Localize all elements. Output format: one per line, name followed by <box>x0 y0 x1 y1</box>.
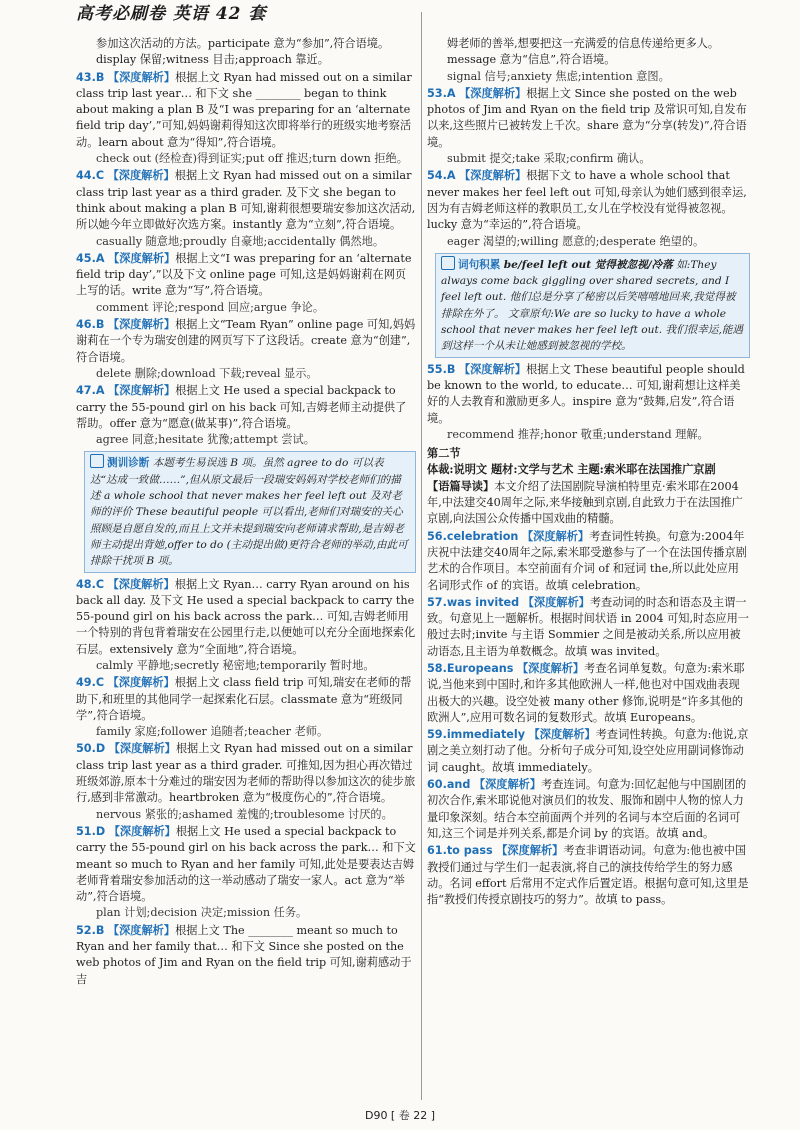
analysis-text: 根据上文“Team Ryan” online page 可知,妈妈谢莉在一个专为瑞安创建的网页写下了这段话。create 意为“创建”,符合语境。 <box>76 318 416 364</box>
passage-meta: 体裁:说明文 题材:文学与艺术 主题:索米耶在法国推广京剧 <box>427 462 716 477</box>
analysis-tag: 【深度解析】 <box>521 528 590 543</box>
analysis-tag: 【深度解析】 <box>522 594 590 609</box>
question-number: 53. <box>427 86 447 100</box>
analysis-tag: 【深度解析】 <box>108 823 176 838</box>
analysis-text: 考查动词的时态和语态及主谓一致。句意见上一题解析。根据时间状语 in 2004 可知,时态应用一般过去时;invite 与主语 Sommier 之间是被动关系,所以应用被动语态,且主语为单数概念。故填 was invited。 <box>427 595 749 658</box>
note-box-title-text: 词句积累 <box>458 258 501 271</box>
vocab-line: submit 提交;take 采取;confirm 确认。 <box>447 152 651 166</box>
answer-letter: D <box>95 824 106 838</box>
analysis-text: 根据上文 Ryan… carry Ryan around on his back all day. 及下文 He used a special backpack to carry the 55-pound girl on his back across the park… 可知,吉姆老师用一个特别的背包背着瑞安在公园里行走,以便她可以充分全面地探索化石层。extensively 意为“全面地”,符合语境。 <box>76 577 416 656</box>
answer-letter: B <box>95 318 105 332</box>
answer-item <box>427 594 750 660</box>
note-box-subtitle: be/feel left out 觉得被忽视/冷落 <box>503 258 673 271</box>
question-number: 57. <box>427 595 447 609</box>
analysis-tag: 【深度解析】 <box>108 250 176 265</box>
question-number: 59. <box>427 728 447 742</box>
answer-letter: celebration <box>446 529 519 543</box>
section-heading: 第二节 <box>427 446 461 461</box>
analysis-tag: 【深度解析】 <box>473 777 542 792</box>
answer-item <box>76 382 416 432</box>
note-box-text: 如:They always come back giggling over shared secrets, and I feel left out. 他们总是分享了秘密以后笑嘻嘻地回来,我觉得被排除在外了。 文章原句:We are so lucky to have a whole school that never makes her feel left out. 我们很幸运,能遇到这样一个从未让她感到被忽视的学校。 <box>441 258 744 353</box>
analysis-text: 根据上文“I was preparing for an ‘alternate field trip day’,”以及下文 online page 可知,这是妈妈谢莉在网页上写的话。write 意为“写”,符合语境。 <box>76 251 412 298</box>
answer-letter: C <box>95 169 105 183</box>
analysis-tag: 【深度解析】 <box>528 727 596 742</box>
question-number: 60. <box>427 778 447 792</box>
intro-text: 本文介绍了法国剧院导演柏特里克·索米耶在2004年,中法建交40周年之际,来华接触到京剧,自此致力于在法国推广京剧,向法国公众传播中国戏曲的精髓。 <box>427 479 743 526</box>
analysis-tag: 【深度解析】 <box>459 168 527 183</box>
answer-letter: C <box>95 577 105 591</box>
question-number: 49. <box>76 676 96 690</box>
answer-letter: A <box>95 384 105 398</box>
answer-item <box>427 660 750 726</box>
analysis-tag: 【深度解析】 <box>458 361 527 376</box>
question-number: 50. <box>76 742 96 756</box>
question-number: 51. <box>76 824 96 838</box>
analysis-text: 考查连词。句意为:回忆起他与中国剧团的初次合作,索米耶说他对演员们的妆发、服饰和剧中人物的惊人力量印象深刻。结合本空前面两个并列的名词与本空后面的名词可知,这三个词是并列关系,都是介词 by 的宾语。故填 and。 <box>427 778 747 840</box>
analysis-text: 根据上文 He used a special backpack to carry the 55-pound girl on his back 可知,吉姆老师主动提供了帮助。offer 意为“愿意(做某事)”,符合语境。 <box>76 384 407 430</box>
answer-letter: B <box>446 362 456 376</box>
vocab-line: agree 同意;hesitate 犹豫;attempt 尝试。 <box>96 433 315 447</box>
pencil-icon <box>90 454 104 468</box>
note-box-title <box>90 457 149 469</box>
analysis-text: 考查名词单复数。句意为:索米耶说,当他来到中国时,和许多其他欧洲人一样,他也对中国戏曲表现出极大的兴趣。设空处被 many other 修饰,说明是“许多其他的欧洲人”,应用可数名词的复数形式。故填 Europeans。 <box>427 661 745 724</box>
analysis-tag: 【深度解析】 <box>107 317 176 332</box>
question-number: 55. <box>427 362 447 376</box>
answer-letter: B <box>95 70 105 84</box>
analysis-text: 根据上文 class field trip 可知,瑞安在老师的帮助下,和班里的其他同学一起探索化石层。classmate 意为“班级同学”,符合语境。 <box>76 676 412 722</box>
analysis-text: 根据上文 The ________ meant so much to Ryan and her family that… 和下文 Since she posted on the web photos of Jim and Ryan on the field trip 可知,谢莉感动于吉 <box>76 923 412 986</box>
vocab-line: nervous 紧张的;ashamed 羞愧的;troublesome 讨厌的。 <box>96 807 393 821</box>
analysis-text: 根据上文 Ryan had missed out on a similar class trip last year… 和下文 she ________ began to think about making a plan B 及“I was preparing for an ‘alternate field trip day’,”可知,妈妈谢莉得知这次即将举行的班级实地考察活动。learn about 意为“得知”,符合语境。 <box>76 70 412 149</box>
vocab-line: casually 随意地;proudly 自豪地;accidentally 偶然地。 <box>96 234 385 248</box>
answer-item <box>427 167 750 233</box>
page-footer: D90 [ 卷 22 ] <box>364 1109 436 1122</box>
answer-item <box>76 674 416 724</box>
vocab-line: delete 删除;download 下载;reveal 显示。 <box>96 366 318 380</box>
answer-letter: A <box>446 86 456 100</box>
question-number: 48. <box>76 577 96 591</box>
vocab-line: signal 信号;anxiety 焦虑;intention 意图。 <box>447 69 670 83</box>
analysis-text: 根据下文 to have a whole school that never makes her feel left out 可知,母亲认为她们感到很幸运,因为有吉姆老师这样的教职员工,女儿在学校没有觉得被忽视。lucky 意为“幸运的”,符合语境。 <box>427 169 747 232</box>
analysis-text: 根据上文 He used a special backpack to carry the 55-pound girl on his back across the park… 和下文 meant so much to Ryan and her family 可知,此处是要表达吉姆老师背着瑞安参加活动的这一举动感动了瑞安一家人。act 意为“举动”,符合语境。 <box>76 824 416 904</box>
analysis-tag: 【深度解析】 <box>459 85 527 100</box>
answer-item <box>76 167 416 233</box>
answer-item <box>76 250 416 300</box>
question-number: 43. <box>76 70 96 84</box>
answer-letter: A <box>446 169 456 183</box>
question-number: 45. <box>76 251 96 265</box>
vocab-line: comment 评论;respond 回应;argue 争论。 <box>96 300 325 314</box>
passage-intro <box>427 478 750 528</box>
question-number: 61. <box>427 844 447 858</box>
question-number: 46. <box>76 318 96 332</box>
note-box-title-text: 测训诊断 <box>107 457 150 470</box>
vocab-line: eager 渴望的;willing 愿意的;desperate 绝望的。 <box>447 234 705 248</box>
note-box <box>435 253 750 358</box>
answer-item <box>76 576 416 658</box>
analysis-text: 考查词性转换。句意为:他说,京剧之美立刻打动了他。分析句子成分可知,设空处应用副词修饰动词 caught。故填 immediately。 <box>427 728 749 774</box>
note-box <box>84 451 416 572</box>
analysis-text: 根据上文 Since she posted on the web photos of Jim and Ryan on the field trip 及常识可知,自发布以来,这些照片已被转发上千次。share 意为“分享(转发)”,符合语境。 <box>427 86 747 149</box>
question-number: 58. <box>427 661 447 675</box>
left-column <box>76 36 416 988</box>
vocab-line: family 家庭;follower 追随者;teacher 老师。 <box>96 725 329 739</box>
answer-letter: to pass <box>446 844 493 858</box>
analysis-tag: 【深度解析】 <box>107 576 175 591</box>
intro-tag: 【语篇导读】 <box>427 478 495 493</box>
answer-letter: and <box>446 778 471 792</box>
answer-item <box>427 726 750 776</box>
pencil-icon <box>441 256 455 270</box>
vocab-line: calmly 平静地;secretly 秘密地;temporarily 暂时地。 <box>96 658 375 672</box>
analysis-tag: 【深度解析】 <box>107 168 175 183</box>
analysis-text: 根据上文 Ryan had missed out on a similar class trip last year as a third grader. 及下文 she began to think about making a plan B 可知,谢莉很想要瑞安参加这次活动,所以她今年立即做好次选方案。instantly 意为“立刻”,符合语境。 <box>76 169 416 232</box>
analysis-tag: 【深度解析】 <box>516 660 585 675</box>
answer-letter: was invited <box>446 595 520 609</box>
analysis-tag: 【深度解析】 <box>496 843 564 858</box>
analysis-tag: 【深度解析】 <box>108 383 176 398</box>
question-number: 44. <box>76 169 96 183</box>
question-number: 52. <box>76 923 96 937</box>
answer-item <box>427 85 750 151</box>
analysis-text: 根据上文 These beautiful people should be known to the world, to educate… 可知,谢莉想让这样美好的人去教育和激励更多人。inspire 意为“鼓舞,启发”,符合语境。 <box>427 362 745 425</box>
answer-letter: immediately <box>446 728 526 742</box>
text-line: 姆老师的善举,想要把这一充满爱的信息传递给更多人。message 意为“信息”,符合语境。 <box>447 37 720 67</box>
answer-item <box>427 361 750 427</box>
note-box-title <box>441 259 500 271</box>
note-box-text: 本题考生易误选 B 项。虽然 agree to do 可以表达“达成一致做……”,但从原文最后一段瑞安妈妈对学校老师们的描述 a whole school that never makes her feel left out 及对老师的评价 These beautiful people 可以看出,老师们对瑞安的关心照顾是自愿自发的,而且上文并未提到瑞安向老师请求帮助,是吉姆老师主动提出背她,offer to do (主动提出做)更符合老师的举动,由此可排除干扰项 B 项。 <box>90 457 408 568</box>
answer-letter: A <box>95 251 105 265</box>
vocab-line: recommend 推荐;honor 敬重;understand 理解。 <box>447 427 709 441</box>
analysis-tag: 【深度解析】 <box>108 741 176 756</box>
text-line: 参加这次活动的方法。participate 意为“参加”,符合语境。 <box>96 37 390 50</box>
vocab-line: plan 计划;decision 决定;mission 任务。 <box>96 906 308 920</box>
answer-item <box>427 528 750 594</box>
analysis-text: 根据上文 Ryan had missed out on a similar class trip last year as a third grader. 可推知,因为担心再次错过班级郊游,原本十分难过的瑞安因为老师的帮助得以参加这次的徒步旅行,感到非常激动。heartbroken 意为“极度伤心的”,符合语境。 <box>76 742 416 805</box>
answer-item <box>76 922 416 988</box>
vocab-line: check out (经检查)得到证实;put off 推迟;turn down 拒绝。 <box>96 152 408 166</box>
answer-item <box>76 316 416 366</box>
answer-letter: C <box>95 676 105 690</box>
answer-item <box>76 823 416 905</box>
answer-item <box>76 740 416 806</box>
answer-letter: D <box>95 742 106 756</box>
text-line: display 保留;witness 目击;approach 靠近。 <box>96 53 329 67</box>
question-number: 47. <box>76 384 96 398</box>
question-number: 54. <box>427 169 447 183</box>
answer-letter: B <box>95 923 105 937</box>
analysis-tag: 【深度解析】 <box>107 675 175 690</box>
right-column <box>427 36 750 908</box>
analysis-tag: 【深度解析】 <box>107 922 176 937</box>
page-header-title: 高考必刷卷 英语 42 套 <box>76 4 267 24</box>
analysis-tag: 【深度解析】 <box>107 69 176 84</box>
answer-item <box>427 842 750 908</box>
question-number: 56. <box>427 529 447 543</box>
analysis-text: 考查非谓语动词。句意为:他也被中国教授们通过与学生们一起表演,将自己的演技传给学生的努力感动。名词 effort 后常用不定式作后置定语。根据句意可知,这里是指“教授们传授京剧技巧的努力”。故填 to pass。 <box>427 844 749 907</box>
answer-item <box>427 776 750 842</box>
answer-item <box>76 69 416 151</box>
answer-letter: Europeans <box>446 661 514 675</box>
column-divider <box>421 12 422 1100</box>
analysis-text: 考查词性转换。句意为:2004年庆祝中法建交40周年之际,索米耶受邀参与了一个在法国传播京剧艺术的合作项目。本空前面有介词 of 和冠词 the,所以此处应用名词形式作 of 的宾语。故填 celebration。 <box>427 529 747 592</box>
